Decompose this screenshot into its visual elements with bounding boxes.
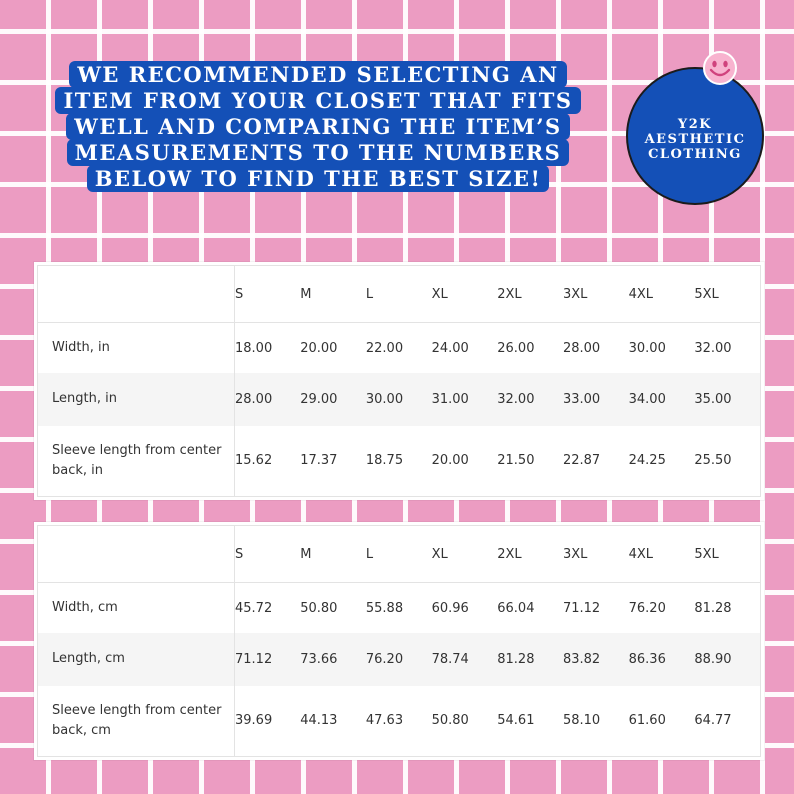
table-cell: 24.25 bbox=[628, 453, 666, 469]
table-cell: 50.80 bbox=[431, 713, 469, 729]
size-header: L bbox=[366, 266, 432, 323]
table-cell: 32.00 bbox=[694, 340, 732, 356]
table-cell: 81.28 bbox=[694, 600, 732, 616]
row-label: Sleeve length from center back, in bbox=[38, 426, 235, 496]
table-cell: 15.62 bbox=[235, 453, 273, 469]
row-label: Sleeve length from center back, cm bbox=[38, 686, 235, 756]
table-cell: 50.80 bbox=[300, 600, 338, 616]
size-header: S bbox=[235, 266, 301, 323]
size-header: 5XL bbox=[694, 266, 760, 323]
size-header: M bbox=[300, 526, 366, 583]
size-header: XL bbox=[432, 266, 498, 323]
table-cell: 30.00 bbox=[628, 340, 666, 356]
table-cell: 22.87 bbox=[562, 453, 601, 469]
table-cell: 28.00 bbox=[562, 340, 601, 356]
table-cell: 61.60 bbox=[628, 713, 666, 729]
table-row bbox=[38, 373, 760, 425]
table-row bbox=[38, 426, 760, 496]
table-cell: 60.96 bbox=[431, 600, 469, 616]
table-cell: 76.20 bbox=[366, 633, 432, 685]
corner-cell bbox=[38, 266, 235, 323]
table-cell: 32.00 bbox=[497, 373, 563, 425]
size-header: XL bbox=[432, 526, 498, 583]
size-header: 4XL bbox=[629, 266, 695, 323]
size-chart-inches bbox=[34, 262, 764, 500]
size-header: M bbox=[300, 266, 366, 323]
table-cell: 86.36 bbox=[629, 633, 695, 685]
table-cell: 66.04 bbox=[497, 600, 535, 616]
size-header: 3XL bbox=[563, 526, 629, 583]
brand-badge bbox=[626, 67, 764, 205]
table-cell: 44.13 bbox=[300, 713, 338, 729]
table-cell: 33.00 bbox=[563, 373, 629, 425]
table-cell: 45.72 bbox=[235, 600, 273, 616]
table-cell: 39.69 bbox=[235, 713, 273, 729]
size-header: 4XL bbox=[629, 526, 695, 583]
size-header: L bbox=[366, 526, 432, 583]
size-header: 5XL bbox=[694, 526, 760, 583]
table-cell: 34.00 bbox=[629, 373, 695, 425]
table-cell: 26.00 bbox=[497, 340, 535, 356]
table-cell: 17.37 bbox=[300, 453, 338, 469]
table-cell: 30.00 bbox=[366, 373, 432, 425]
table-row bbox=[38, 686, 760, 756]
table-cell: 21.50 bbox=[497, 453, 535, 469]
headline-text: WE RECOMMENDED SELECTING AN ITEM FROM YOUR CLOSET THAT FITS WELL AND COMPARING THE ITEM’S MEASUREMENTS TO THE NUMBERS BELOW TO FIND THE BEST SIZE! bbox=[55, 61, 580, 192]
table-cell: 22.00 bbox=[365, 340, 404, 356]
table-cell: 47.63 bbox=[365, 713, 404, 729]
table-row bbox=[38, 583, 760, 634]
table-cell: 55.88 bbox=[365, 600, 404, 616]
table-cell: 58.10 bbox=[562, 713, 601, 729]
size-table-centimeters bbox=[38, 526, 760, 756]
smiley-face-icon bbox=[702, 50, 738, 86]
table-cell: 81.28 bbox=[497, 633, 563, 685]
size-header: 2XL bbox=[497, 526, 563, 583]
row-label: Length, cm bbox=[38, 633, 235, 685]
size-header: S bbox=[235, 526, 301, 583]
table-cell: 64.77 bbox=[694, 713, 732, 729]
table-cell: 83.82 bbox=[563, 633, 629, 685]
table-cell: 18.75 bbox=[365, 453, 404, 469]
table-cell: 76.20 bbox=[628, 600, 666, 616]
table-cell: 73.66 bbox=[300, 633, 366, 685]
size-header-row bbox=[38, 526, 760, 583]
table-row bbox=[38, 323, 760, 374]
row-label: Length, in bbox=[38, 373, 235, 425]
corner-cell bbox=[38, 526, 235, 583]
table-cell: 18.00 bbox=[235, 340, 273, 356]
table-cell: 29.00 bbox=[300, 373, 366, 425]
table-cell: 71.12 bbox=[235, 633, 301, 685]
table-cell: 71.12 bbox=[562, 600, 601, 616]
row-label: Width, in bbox=[38, 323, 235, 374]
table-cell: 28.00 bbox=[235, 373, 301, 425]
table-cell: 20.00 bbox=[300, 340, 338, 356]
table-cell: 78.74 bbox=[432, 633, 498, 685]
table-cell: 20.00 bbox=[431, 453, 469, 469]
size-header: 3XL bbox=[563, 266, 629, 323]
table-cell: 31.00 bbox=[432, 373, 498, 425]
size-header: 2XL bbox=[497, 266, 563, 323]
table-cell: 24.00 bbox=[431, 340, 469, 356]
table-cell: 54.61 bbox=[497, 713, 535, 729]
table-row bbox=[38, 633, 760, 685]
table-cell: 25.50 bbox=[694, 453, 732, 469]
table-cell: 88.90 bbox=[694, 633, 760, 685]
brand-badge-text: Y2K AESTHETIC CLOTHING bbox=[644, 116, 746, 162]
size-table-inches bbox=[38, 266, 760, 496]
headline bbox=[40, 62, 596, 192]
size-chart-centimeters bbox=[34, 522, 764, 760]
size-header-row bbox=[38, 266, 760, 323]
table-cell: 35.00 bbox=[694, 373, 760, 425]
row-label: Width, cm bbox=[38, 583, 235, 634]
